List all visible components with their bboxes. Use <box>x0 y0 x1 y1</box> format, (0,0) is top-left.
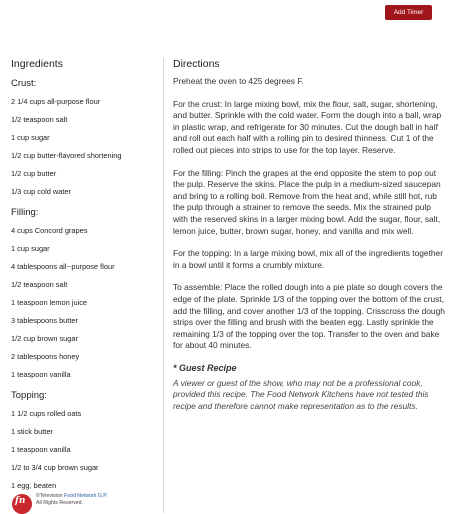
list-item: 1 teaspoon vanilla <box>11 370 71 379</box>
direction-step: For the topping: In a large mixing bowl, mix all of the ingredients together in a bowl until it forms a crumbly mixture. <box>173 248 444 270</box>
list-item: 2 1/4 cups all-purpose flour <box>11 97 101 106</box>
copyright-prefix: ©Television <box>36 493 65 499</box>
list-item: 1/2 to 3/4 cup brown sugar <box>11 463 99 472</box>
copyright-brand-link[interactable]: Food Network G.P. <box>64 493 108 499</box>
guest-recipe-title: * Guest Recipe <box>173 362 237 373</box>
direction-step: For the filling: Pinch the grapes at the end opposite the stem to pop out the pulp. Reserve the skins. Place the pulp in a medium-sized saucepan and bring to a rolling boil. Remove from the heat and, while still hot, rub the pulp through a strainer to remove the seeds. Mix the strained pulp with the reserved skins in a larger mixing bowl. Add the sugar, flour, salt, lemon juice, butter, brown sugar, honey, and vanilla and mix well. <box>173 167 441 236</box>
add-timer-button[interactable]: Add Timer <box>385 5 432 20</box>
list-item: 1 teaspoon vanilla <box>11 445 71 454</box>
directions-panel <box>173 58 448 413</box>
direction-step: For the crust: In large mixing bowl, mix the flour, salt, sugar, shortening, and butter. Sprinkle with the cold water. Form the dough into a ball, wrap in plastic wrap, and refrigerate for 30 minutes. Cut the dough ball in half and roll out each half with a rolling pin to desired thinness. Cut 1 of the rolled out pieces into strips to use for the top layer. Reserve. <box>173 98 442 155</box>
list-item: 4 tablespoons all--purpose flour <box>11 262 115 271</box>
list-item: 1/3 cup cold water <box>11 187 71 196</box>
list-item: 1/2 teaspoon salt <box>11 115 68 124</box>
section-title-topping: Topping: <box>11 390 47 401</box>
list-item: 1/2 cup butter <box>11 169 57 178</box>
ingredients-panel <box>11 58 161 490</box>
copyright-notice <box>36 493 156 507</box>
copyright-rights: All Rights Reserved. <box>36 500 83 506</box>
filling-ingredient-list <box>11 226 161 379</box>
logo-letters: fn <box>15 496 26 506</box>
list-item: 1 cup sugar <box>11 244 50 253</box>
food-network-logo <box>12 494 32 514</box>
list-item: 1/2 cup brown sugar <box>11 334 78 343</box>
list-item: 3 tablespoons butter <box>11 316 78 325</box>
list-item: 1 egg, beaten <box>11 481 57 490</box>
list-item: 1/2 teaspoon salt <box>11 280 68 289</box>
section-title-filling: Filling: <box>11 207 39 218</box>
guest-recipe-disclaimer: A viewer or guest of the show, who may not be a professional cook, provided this recipe. The Food Network Kitchens have not tested this recipe and therefore cannot make representation as to the results. <box>173 377 429 412</box>
column-divider <box>163 58 164 513</box>
list-item: 1 1/2 cups rolled oats <box>11 409 82 418</box>
list-item: 1 teaspoon lemon juice <box>11 298 88 307</box>
ingredients-title: Ingredients <box>11 58 63 70</box>
section-title-crust: Crust: <box>11 78 37 89</box>
crust-ingredient-list <box>11 97 161 196</box>
direction-step: Preheat the oven to 425 degrees F. <box>173 76 304 86</box>
list-item: 2 tablespoons honey <box>11 352 80 361</box>
list-item: 4 cups Concord grapes <box>11 226 88 235</box>
top-toolbar <box>0 0 456 24</box>
list-item: 1 cup sugar <box>11 133 50 142</box>
list-item: 1/2 cup butter-flavored shortening <box>11 151 122 160</box>
direction-step: To assemble: Place the rolled dough into a pie plate so dough covers the edge of the plate. Sprinkle 1/3 of the topping over the bottom of the crust, add the filling, and cover another 1/3 of the topping. Crisscross the dough strips over the filling and brush with the beaten egg. Lastly sprinkle the remaining 1/3 of the topping over the top. Transfer to the oven and bake for about 40 minutes. <box>173 282 445 351</box>
topping-ingredient-list <box>11 409 161 490</box>
directions-title: Directions <box>173 58 220 70</box>
list-item: 1 stick butter <box>11 427 53 436</box>
